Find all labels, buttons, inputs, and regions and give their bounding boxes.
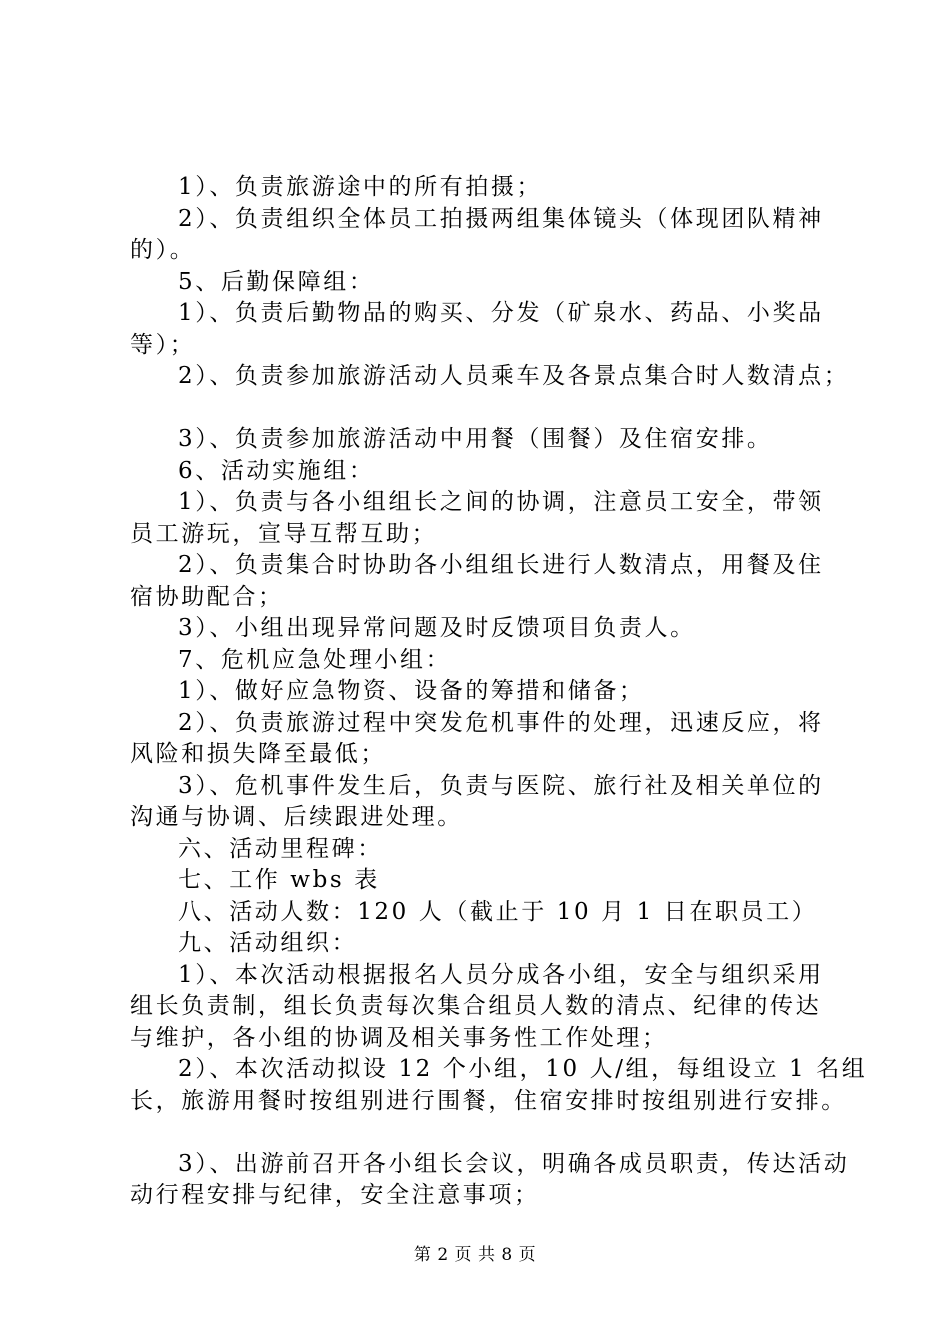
text-line: 与维护，各小组的协调及相关事务性工作处理；	[130, 1024, 668, 1051]
text-line: 3）、负责参加旅游活动中用餐（围餐）及住宿安排。	[178, 426, 773, 452]
text-line: 3）、危机事件发生后，负责与医院、旅行社及相关单位的	[178, 772, 824, 799]
text-line: 长，旅游用餐时按组别进行围餐，住宿安排时按组别进行安排。	[130, 1087, 847, 1114]
text-line: 2）、负责组织全体员工拍摄两组集体镜头（体现团队精神	[178, 205, 824, 232]
text-line: 1）、负责后勤物品的购买、分发（矿泉水、药品、小奖品	[178, 300, 824, 326]
text-line: 等）；	[130, 331, 196, 358]
section-heading: 九、活动组织：	[178, 930, 358, 956]
text-line: 动行程安排与纪律，安全注意事项；	[130, 1182, 540, 1208]
section-heading: 5、后勤保障组：	[178, 268, 375, 295]
text-line: 3）、小组出现异常问题及时反馈项目负责人。	[178, 615, 696, 641]
text-line: 沟通与协调、后续跟进处理。	[130, 804, 463, 830]
text-line: 员工游玩，宣导互帮互助；	[130, 520, 438, 547]
text-line: 的）。	[130, 237, 196, 263]
text-line: 1）、本次活动根据报名人员分成各小组，安全与组织采用	[178, 961, 824, 988]
text-line: 1）、做好应急物资、设备的筹措和储备；	[178, 678, 645, 704]
text-line: 组长负责制，组长负责每次集合组员人数的清点、纪律的传达	[130, 993, 822, 1019]
text-line: 2）、负责参加旅游活动人员乘车及各景点集合时人数清点；	[178, 363, 850, 389]
text-line: 风险和损失降至最低；	[130, 741, 386, 767]
text-line: 2）、负责集合时协助各小组组长进行人数清点，用餐及住	[178, 552, 824, 578]
text-line: 2）、本次活动拟设 12 个小组，10 人/组，每组设立 1 名组	[178, 1056, 868, 1082]
text-line: 1）、负责与各小组组长之间的协调，注意员工安全，带领	[178, 489, 824, 515]
page-footer: 第 2 页 共 8 页	[413, 1245, 537, 1265]
section-heading: 7、危机应急处理小组：	[178, 646, 452, 673]
section-heading: 六、活动里程碑：	[178, 835, 383, 862]
text-line: 宿协助配合；	[130, 583, 284, 610]
section-heading: 七、工作 wbs 表	[178, 867, 380, 893]
document-body	[130, 172, 868, 1212]
text-line: 1）、负责旅游途中的所有拍摄；	[178, 174, 543, 200]
blank-line	[130, 1117, 850, 1149]
section-heading: 6、活动实施组：	[178, 457, 375, 484]
blank-line	[130, 393, 850, 425]
section-heading: 八、活动人数：120 人（截止于 10 月 1 日在职员工）	[178, 898, 818, 925]
text-line: 3）、出游前召开各小组长会议，明确各成员职责，传达活动	[178, 1150, 850, 1177]
text-line: 2）、负责旅游过程中突发危机事件的处理，迅速反应，将	[178, 709, 824, 736]
